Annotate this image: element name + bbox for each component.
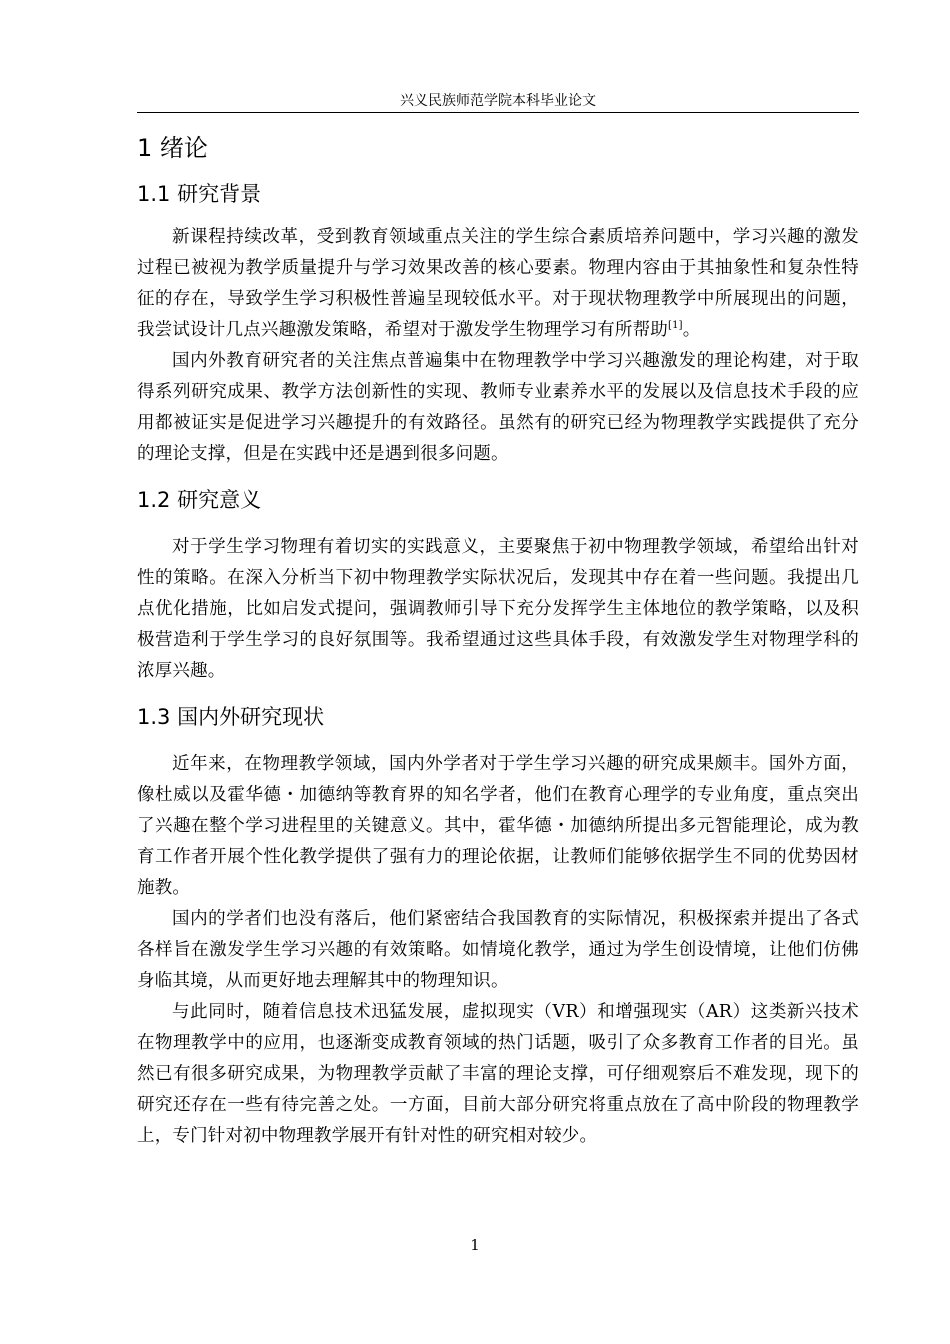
header-title: 兴义民族师范学院本科毕业论文: [400, 93, 596, 109]
section-heading-research-status: 1.3 国内外研究现状: [137, 705, 325, 729]
paragraph-significance-1: 对于学生学习物理有着切实的实践意义，主要聚焦于初中物理教学领域，希望给出针对性的策略。在深入分析当下初中物理教学实际状况后，发现其中存在着一些问题。我提出几点优化措施，比如启发式提问，强调教师引导下充分发挥学生主体地位的教学策略，以及积极营造利于学生学习的良好氛围等。我希望通过这些具体手段，有效激发学生对物理学科的浓厚兴趣。: [137, 537, 859, 681]
page-header: [137, 90, 859, 113]
paragraph-status-1: 近年来，在物理教学领域，国内外学者对于学生学习兴趣的研究成果颇丰。国外方面，像杜威以及霍华德・加德纳等教育界的知名学者，他们在教育心理学的专业角度，重点突出了兴趣在整个学习进程里的关键意义。其中，霍华德・加德纳所提出多元智能理论，成为教育工作者开展个性化教学提供了强有力的理论依据，让教师们能够依据学生不同的优势因材施教。: [137, 754, 859, 898]
section-heading-significance: 1.2 研究意义: [137, 488, 262, 512]
paragraph-status-2: 国内的学者们也没有落后，他们紧密结合我国教育的实际情况，积极探索并提出了各式各样旨在激发学生学习兴趣的有效策略。如情境化教学，通过为学生创设情境，让他们仿佛身临其境，从而更好地去理解其中的物理知识。: [137, 909, 859, 991]
citation-marker: [1]: [668, 320, 683, 331]
chapter-title: 1 绪论: [137, 134, 208, 162]
paragraph-background-1: [137, 222, 859, 346]
page-body: [137, 128, 859, 1152]
section-heading-background: 1.1 研究背景: [137, 182, 262, 206]
paragraph-background-2: 国内外教育研究者的关注焦点普遍集中在物理教学中学习兴趣激发的理论构建，对于取得系列研究成果、教学方法创新性的实现、教师专业素养水平的发展以及信息技术手段的应用都被证实是促进学习兴趣提升的有效路径。虽然有的研究已经为物理教学实践提供了充分的理论支撑，但是在实践中还是遇到很多问题。: [137, 351, 859, 464]
page-number: 1: [470, 1236, 480, 1254]
paragraph-tail: 。: [682, 320, 701, 340]
paragraph-status-3: 与此同时，随着信息技术迅猛发展，虚拟现实（VR）和增强现实（AR）这类新兴技术在物理教学中的应用，也逐渐变成教育领域的热门话题，吸引了众多教育工作者的目光。虽然已有很多研究成果，为物理教学贡献了丰富的理论支撑，可仔细观察后不难发现，现下的研究还存在一些有待完善之处。一方面，目前大部分研究将重点放在了高中阶段的物理教学上，专门针对初中物理教学展开有针对性的研究相对较少。: [137, 1002, 859, 1146]
paragraph-text: 新课程持续改革，受到教育领域重点关注的学生综合素质培养问题中，学习兴趣的激发过程已被视为教学质量提升与学习效果改善的核心要素。物理内容由于其抽象性和复杂性特征的存在，导致学生学习积极性普遍呈现较低水平。对于现状物理教学中所展现出的问题，我尝试设计几点兴趣激发策略，希望对于激发学生物理学习有所帮助: [137, 227, 859, 340]
